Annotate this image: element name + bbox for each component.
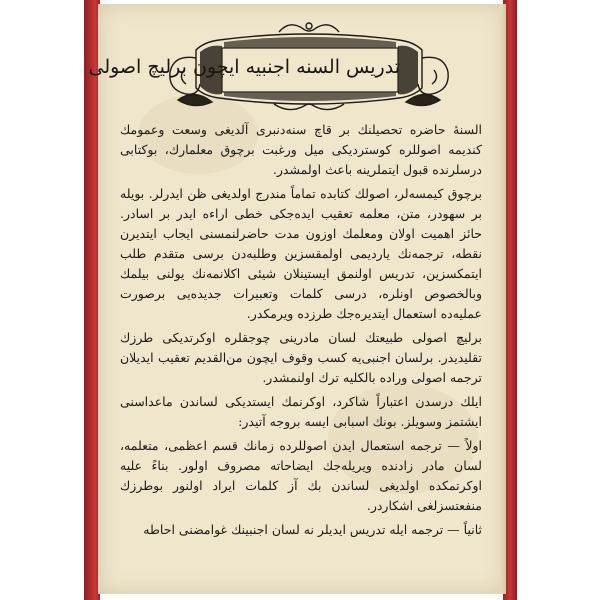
paragraph: السنهٔ حاضره تحصیلنك بر قاچ سنه‌دنبری آلدیغی وسعت وعمومك كندیمه اصوللره كوستردیكی میل ورغبت برچوق معلمارك، بوكتابی درسلرنده قبول ایتملرینه باعث اولمشدر. bbox=[120, 122, 482, 177]
page-body-text bbox=[120, 120, 482, 542]
ornamental-header bbox=[88, 18, 454, 114]
paragraph: اولاً — ترجمه استعمال ایدن اصوللرده زمانك قسم اعظمی، متعلمه، لسان مادر زادنده ویریله‌جك ایضاحاته مصروف اولور. بناءً علیه اوكرتمكده اولدیغی لساندن بك آز كلمات ایراد اولنور بوطرزك منفعتسزلغی اشكاردر. bbox=[120, 438, 482, 513]
paragraph: برچوق كیمسه‌لر، اصولك كتابده تماماً مندرج اولدیغی ظن ایدرلر. بویله بر سهودر، متن، معلمه تعقیب ایده‌جكی خطی اراءه ایدر بر اسادر. حائز اهمیت اولان ومعلمك اوزون مدت حاضرلنمسنی ایجاب ایتدیرن نقطه، ترجمه‌نك یاردیمی اولمقسزین وطلبه‌دن برسی متقدم طلب ایتمكسزین، تدریس اولنمق ایستینلان شیئی اكلانمه‌نك یولنی بیلمك وبالخصوص اونلره، درسی كلمات وتعبیرات جدیده‌یی برصورت عملیه‌ده استعمال ایتدیره‌جك طرزده ویرمكدر. bbox=[120, 186, 482, 321]
paragraph: ایلك درسدن اعتباراً شاكرد، اوكرنمك ایستدیكی لساندن ماعداسنی ایشتمز وسویلز. بونك اسبابی ایسه بروجه آتیدر: bbox=[120, 394, 482, 429]
page-edge bbox=[500, 4, 506, 594]
page-title: تدريس السنه اجنبيه ايچون برليچ اصولی bbox=[88, 56, 400, 78]
paragraph: برلیچ اصولی طبیعتك لسان مادرینی چوجقلره اوكرتدیكی طرزك تقلیدیدر. برلسان اجنبی‌یه كسب وقوف ایچون من‌القدیم تعقیب ایدیلان ترجمه اصولی وراده بالكلیه ترك اولنمشدر. bbox=[120, 330, 482, 385]
paragraph: ثانیاً — ترجمه ایله تدریس ایدیلر نه لسان اجنبینك غوامضنی احاطه bbox=[143, 522, 482, 537]
